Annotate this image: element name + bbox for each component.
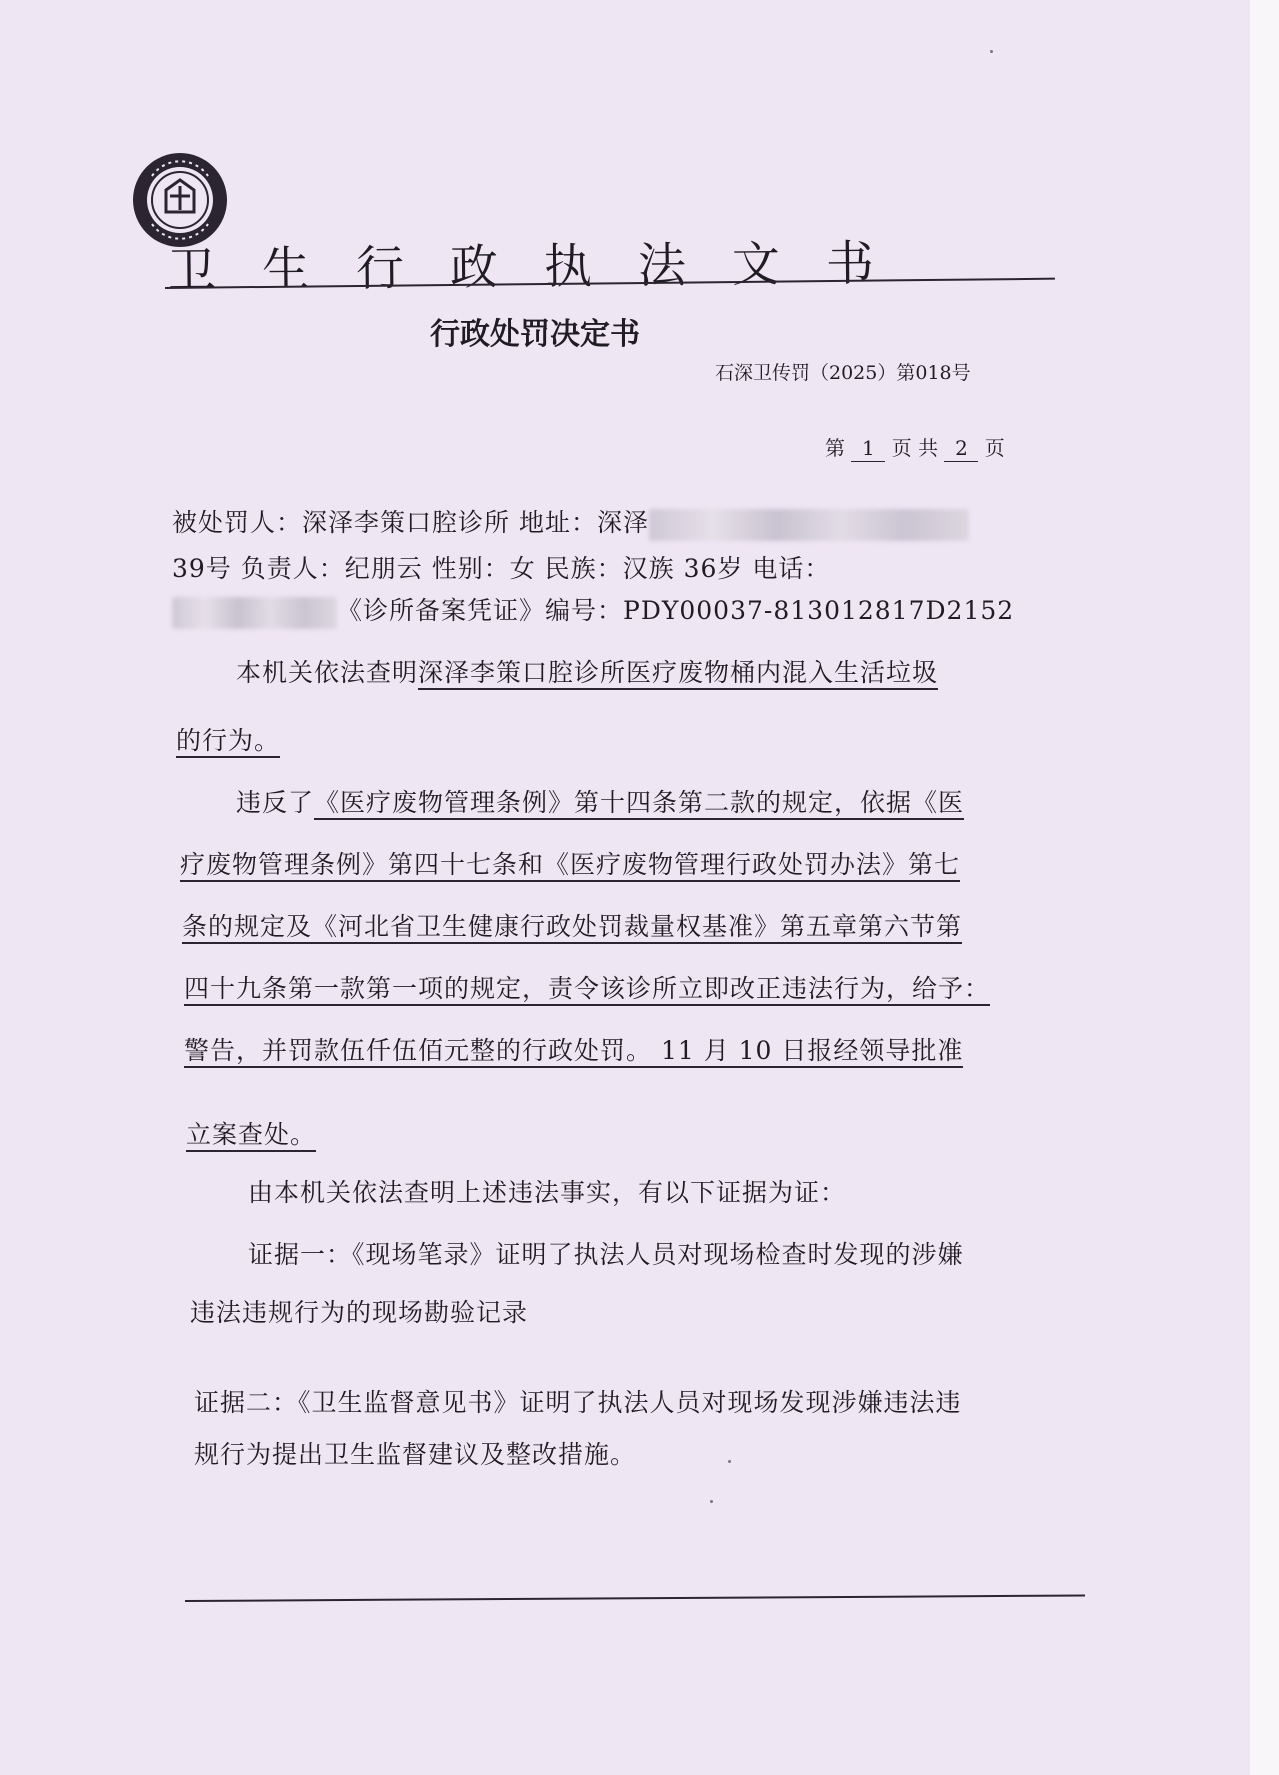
page-total: 2 bbox=[944, 435, 978, 462]
violation-line-5 bbox=[184, 1026, 963, 1076]
violation-line-4 bbox=[184, 964, 990, 1014]
violation-text-4: 四十九条第一款第一项的规定，责令该诊所立即改正违法行为，给予： bbox=[184, 974, 990, 1006]
page-middle: 页 共 bbox=[891, 436, 939, 460]
finding-line-2 bbox=[176, 716, 280, 766]
violation-line-1 bbox=[236, 778, 964, 828]
redacted-address bbox=[649, 509, 969, 541]
redacted-phone bbox=[172, 597, 337, 629]
violation-text-6: 立案查处。 bbox=[186, 1120, 316, 1152]
finding-end: 的行为。 bbox=[176, 726, 280, 758]
violation-text-2: 疗废物管理条例》第四十七条和《医疗废物管理行政处罚办法》第七 bbox=[180, 850, 960, 882]
party-line-1 bbox=[172, 498, 969, 548]
violation-line-6 bbox=[186, 1110, 316, 1160]
scan-edge bbox=[1250, 0, 1279, 1775]
violation-text-1: 《医疗废物管理条例》第十四条第二款的规定，依据《医 bbox=[314, 788, 964, 820]
evidence-intro: 由本机关依法查明上述违法事实，有以下证据为证： bbox=[248, 1178, 847, 1207]
violation-prefix: 违反了 bbox=[236, 788, 315, 817]
document-number: 石深卫传罚（2025）第018号 bbox=[715, 362, 971, 384]
finding-line-1 bbox=[236, 648, 938, 698]
evidence-two-line-1: 证据二：《卫生监督意见书》证明了执法人员对现场发现涉嫌违法违 bbox=[194, 1388, 962, 1417]
party-name-address: 被处罚人：深泽李策口腔诊所 地址：深泽 bbox=[172, 508, 649, 537]
party-line-3 bbox=[172, 586, 1014, 636]
violation-line-3 bbox=[182, 902, 962, 952]
page-prefix: 第 bbox=[825, 436, 845, 460]
page-suffix: 页 bbox=[984, 436, 1005, 460]
page-current: 1 bbox=[851, 435, 885, 462]
footer-divider bbox=[185, 1595, 1085, 1602]
violation-line-2 bbox=[180, 840, 960, 890]
evidence-two-line-2: 规行为提出卫生监督建议及整改措施。 bbox=[194, 1440, 637, 1469]
paper-speck bbox=[990, 50, 993, 53]
finding-prefix: 本机关依法查明 bbox=[236, 658, 419, 687]
paper-speck bbox=[728, 1460, 731, 1463]
evidence-one-line-1: 证据一：《现场笔录》证明了执法人员对现场检查时发现的涉嫌 bbox=[248, 1240, 964, 1269]
paper-speck bbox=[710, 1500, 713, 1503]
evidence-one-line-2: 违法违规行为的现场勘验记录 bbox=[190, 1298, 529, 1327]
license-number: 《诊所备案凭证》编号：PDY00037-813012817D2152 bbox=[337, 596, 1015, 625]
party-line-2: 39号 负责人：纪朋云 性别：女 民族：汉族 36岁 电话： bbox=[172, 554, 831, 583]
document-series-title: 卫生行政执法文书 bbox=[167, 235, 921, 299]
violation-text-3: 条的规定及《河北省卫生健康行政处罚裁量权基准》第五章第六节第 bbox=[182, 912, 962, 944]
violation-text-5: 警告，并罚款伍仟伍佰元整的行政处罚。 11 月 10 日报经领导批准 bbox=[184, 1036, 963, 1068]
document-title: 行政处罚决定书 bbox=[430, 317, 640, 352]
page-indicator bbox=[825, 430, 1025, 466]
finding-fact: 深泽李策口腔诊所医疗废物桶内混入生活垃圾 bbox=[418, 658, 938, 690]
